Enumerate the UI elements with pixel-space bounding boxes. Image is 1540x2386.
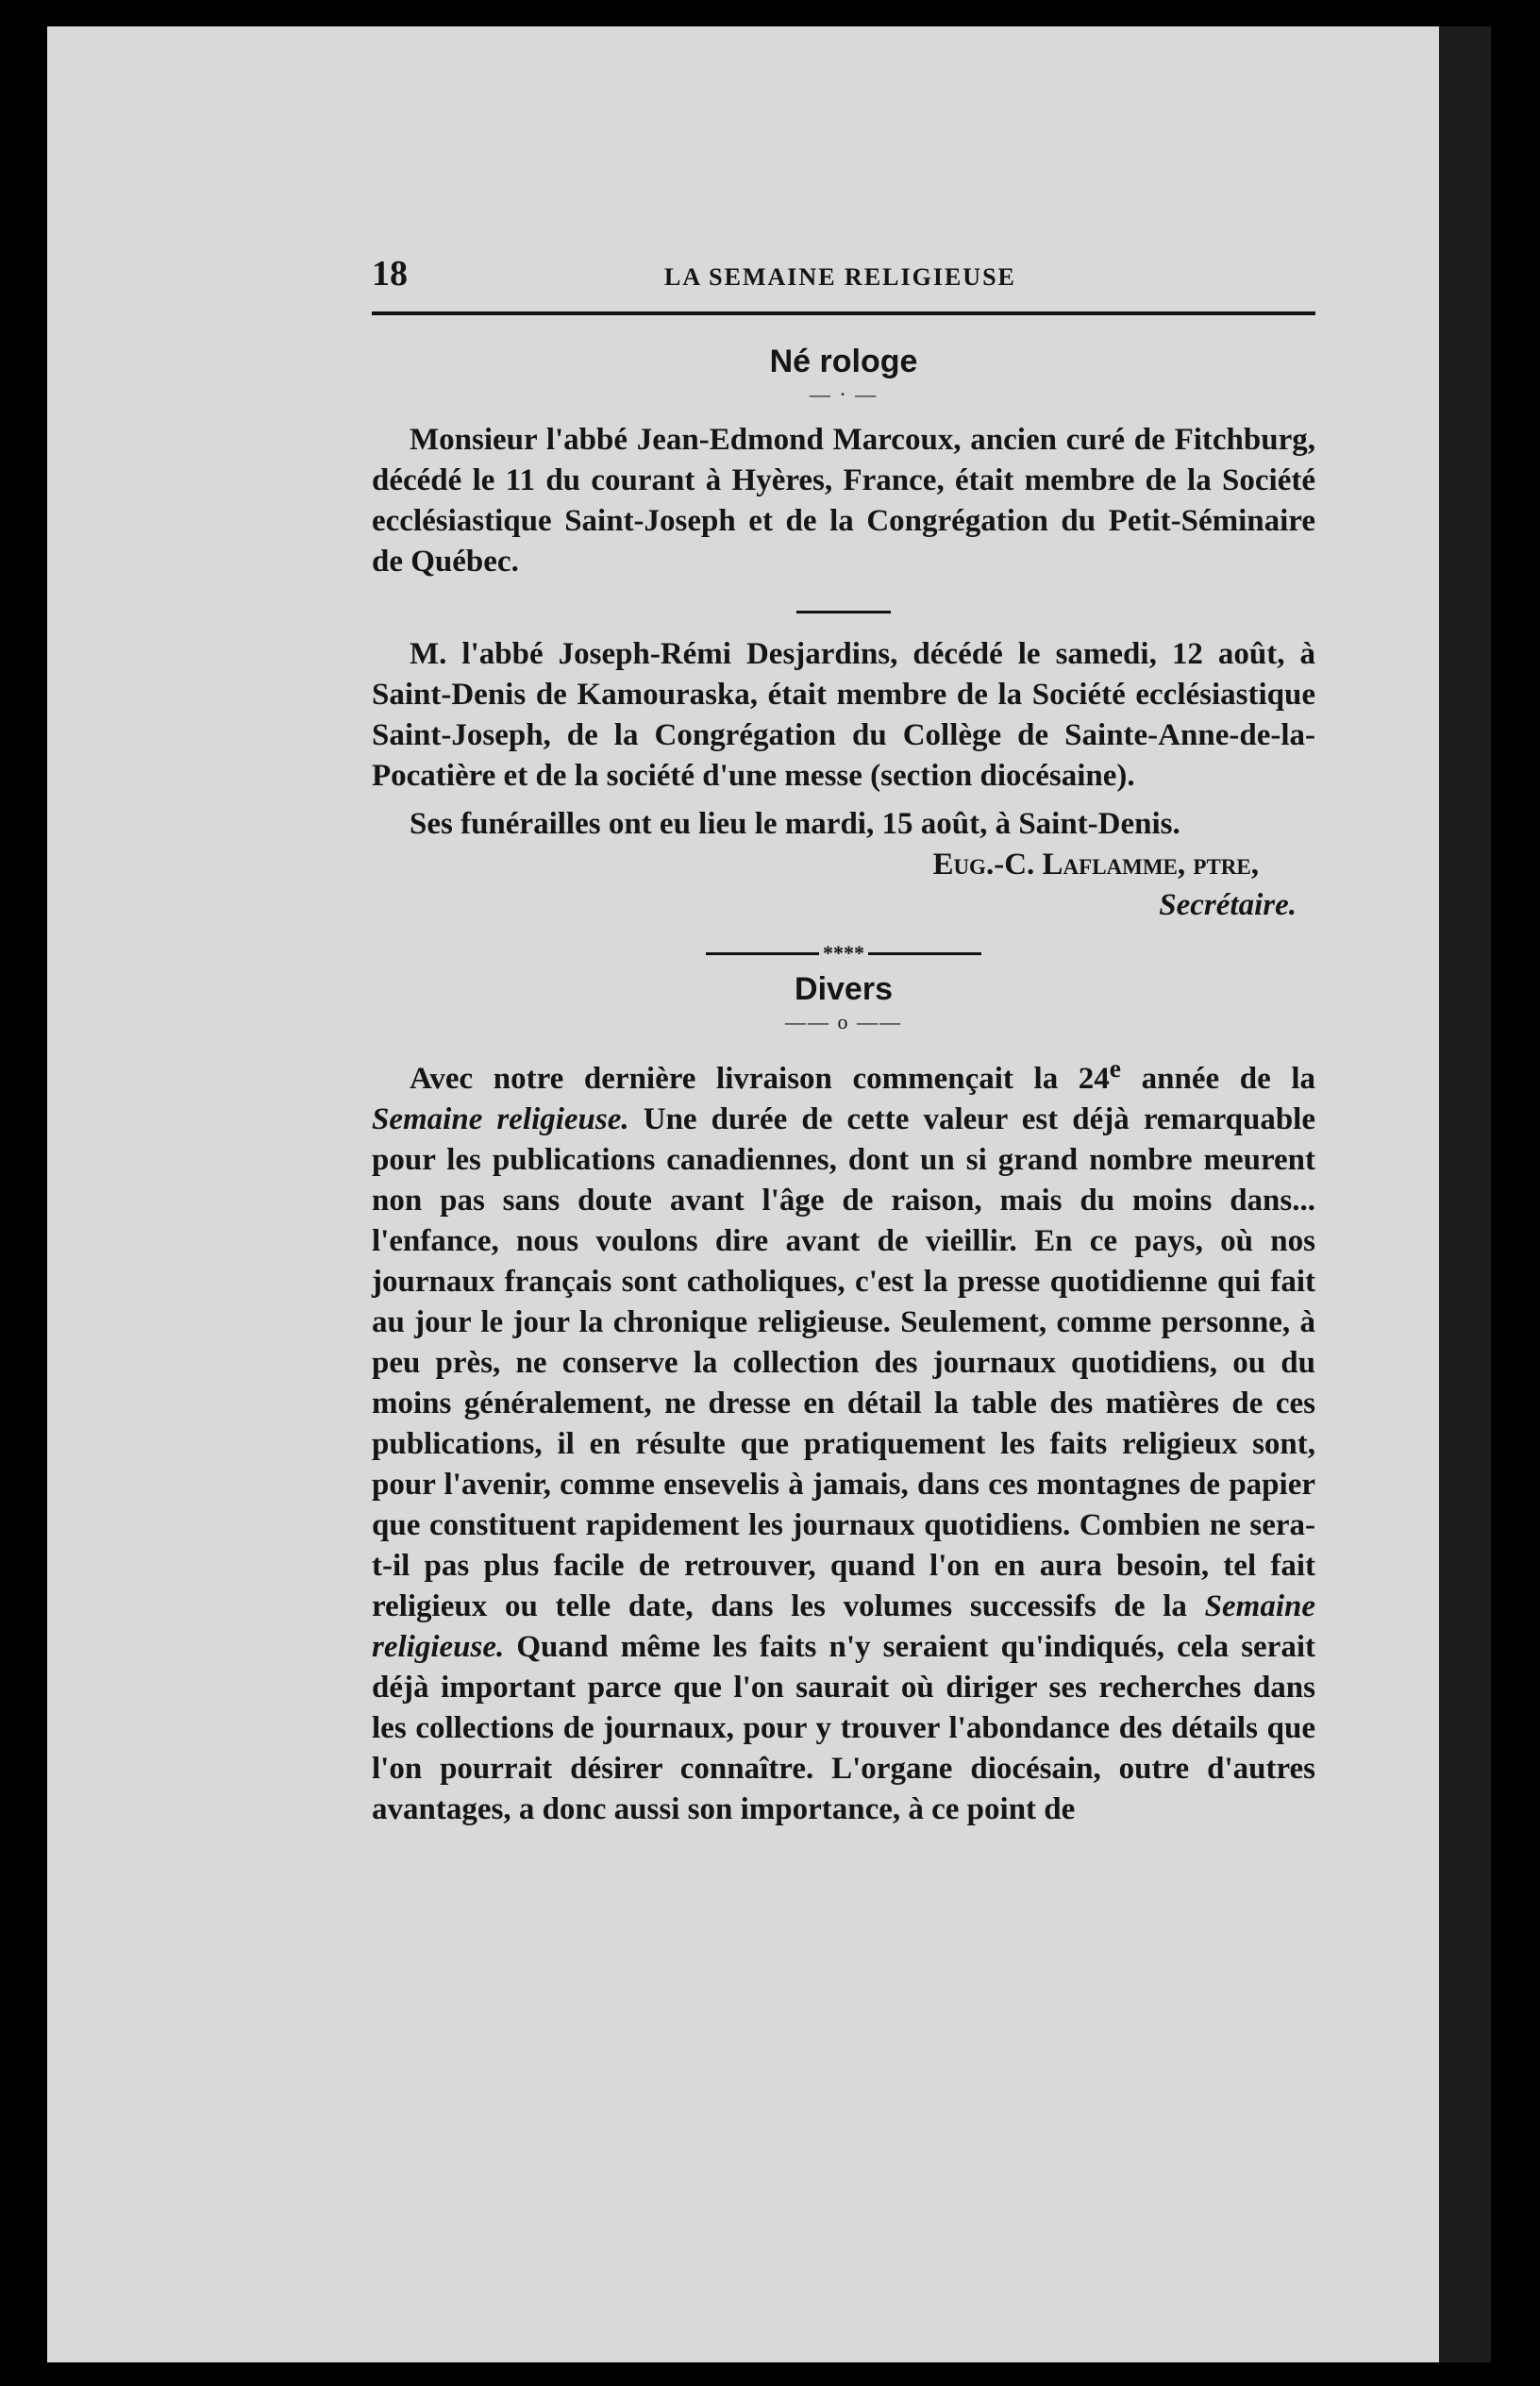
divers-p1-start: Avec notre dernière livraison commençait la 24 <box>410 1062 1110 1096</box>
necrologe-ornament: — · — <box>809 382 879 406</box>
paragraph-separator <box>796 611 891 613</box>
divers-title: Divers <box>795 971 893 1007</box>
divider-line-right <box>868 952 981 955</box>
running-head: LA SEMAINE RELIGIEUSE <box>664 263 1016 291</box>
page-edge-shadow <box>1439 26 1491 2362</box>
divers-p1-em2: Semaine religieuse. <box>372 1589 1315 1664</box>
signature-name-text: Eug.-C. Laflamme, ptre, <box>932 848 1259 882</box>
divers-p1-b: Une durée de cette valeur est déjà remarquable pour les publications canadiennes, dont un si grand nombre meurent non pas sans doute avant l'âge de raison, mais du moins dans... l'enfance, nous voulons dire avant de vieillir. En ce pays, où nos journaux français sont catholiques, c'est la presse quotidienne qui fait au jour le jour la chronique religieuse. Seulement, comme personne, à peu près, ne conserve la collection des journaux quotidiens, ou du moins généralement, ne dresse en détail la table des matières de ces publications, il en résulte que pratiquement les faits religieux sont, pour l'avenir, comme ensevelis à jamais, dans ces montagnes de papier que constituent rapidement les journaux quotidiens. Combien ne sera-t-il pas plus facile de retrouver, quand l'on en aura besoin, tel fait religieux ou telle date, dans les volumes successifs de la <box>372 1102 1315 1623</box>
divers-p1-sup: e <box>1109 1053 1122 1083</box>
necrologe-paragraph-3: Ses funérailles ont eu lieu le mardi, 15 août, à Saint-Denis. <box>410 807 1180 841</box>
signature-name <box>372 845 1315 885</box>
necrologe-paragraph-1: Monsieur l'abbé Jean-Edmond Marcoux, ancien curé de Fitchburg, décédé le 11 du courant à Hyères, France, était membre de la Société ecclésiastique Saint-Joseph et de la Congrégation du Petit-Séminaire de Québec. <box>372 423 1315 579</box>
page-header <box>372 253 1315 315</box>
signature-role: Secrétaire. <box>1159 888 1297 922</box>
book-page <box>47 26 1491 2362</box>
necrologe-title: Né rologe <box>769 344 918 379</box>
text-block <box>372 253 1315 1830</box>
divers-p1-c: Quand même les faits n'y seraient qu'indiqués, cela serait déjà important parce que l'on saurait où diriger ses recherches dans les collections de journaux, pour y trouver l'abondance des détails que l'on pourrait désirer connaître. L'organe diocésain, outre d'autres avantages, a donc aussi son importance, à ce point de <box>372 1630 1315 1826</box>
page-number: 18 <box>372 254 408 294</box>
divers-ornament: —— o —— <box>785 1010 902 1033</box>
divers-p1-a: année de la <box>1121 1062 1315 1096</box>
divider-line-left <box>706 952 819 955</box>
divider-stars: **** <box>823 941 864 965</box>
divers-p1-em1: Semaine religieuse. <box>372 1102 629 1136</box>
section-divider <box>372 941 1315 966</box>
divers-paragraph-1 <box>372 1048 1315 1830</box>
necrologe-paragraph-2: M. l'abbé Joseph-Rémi Desjardins, décédé le samedi, 12 août, à Saint-Denis de Kamouraska, était membre de la Société ecclésiastique Saint-Joseph, de la Congrégation du Collège de Sainte-Anne-de-la-Pocatière et de la société d'une messe (section diocésaine). <box>372 637 1315 793</box>
